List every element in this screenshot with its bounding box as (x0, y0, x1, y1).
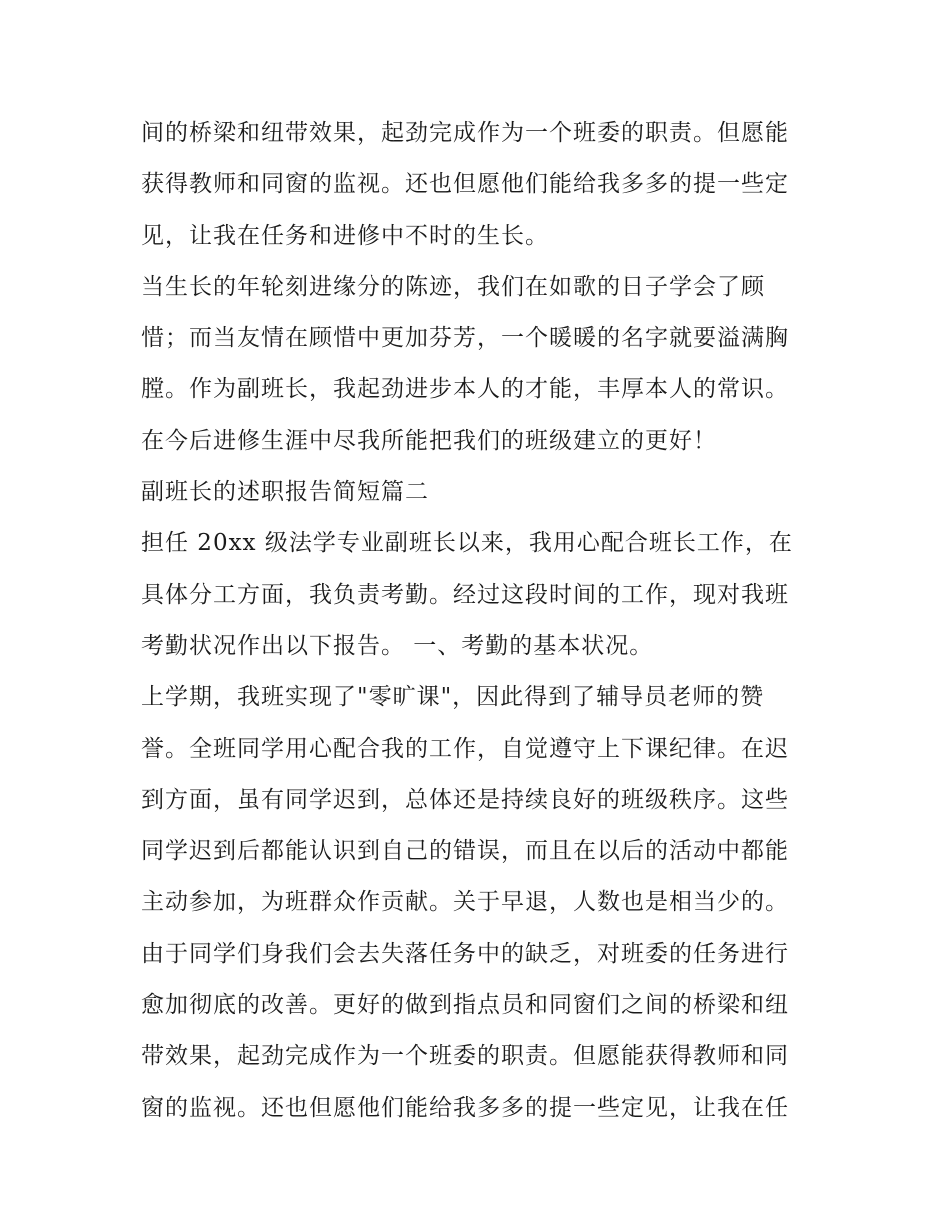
text-line-12: 上学期，我班实现了"零旷课"，因此得到了辅导员老师的赞 (141, 684, 765, 711)
text-line-1: 间的桥梁和纽带效果，起劲完成作为一个班委的职责。但愿能 (141, 120, 789, 146)
text-line-16: 主动参加，为班群众作贡献。关于早退，人数也是相当少的。 (141, 889, 789, 916)
text-line-15: 同学迟到后都能认识到自己的错误，而且在以后的活动中都能 (141, 838, 789, 865)
text-line-13: 誉。全班同学用心配合我的工作，自觉遵守上下课纪律。在迟 (141, 735, 789, 762)
text-line-17: 由于同学们身我们会去失落任务中的缺乏，对班委的任务进行 (141, 940, 789, 967)
text-line-10: 具体分工方面，我负责考勤。经过这段时间的工作，现对我班 (141, 581, 789, 608)
text-line-6: 膛。作为副班长，我起劲进步本人的才能，丰厚本人的常识。 (141, 376, 789, 403)
text-line-14: 到方面，虽有同学迟到，总体还是持续良好的班级秩序。这些 (141, 786, 789, 813)
text-line-11: 考勤状况作出以下报告。 一、考勤的基本状况。 (141, 632, 654, 659)
text-line-4: 当生长的年轮刻进缘分的陈迹，我们在如歌的日子学会了顾 (141, 273, 765, 300)
text-line-18: 愈加彻底的改善。更好的做到指点员和同窗们之间的桥梁和纽 (141, 992, 789, 1019)
text-line-7: 在今后进修生涯中尽我所能把我们的班级建立的更好！ (141, 427, 717, 454)
text-line-19: 带效果，起劲完成作为一个班委的职责。但愿能获得教师和同 (141, 1043, 789, 1070)
text-line-9: 担任 20xx 级法学专业副班长以来，我用心配合班长工作，在 (141, 530, 793, 557)
text-line-2: 获得教师和同窗的监视。还也但愿他们能给我多多的提一些定 (141, 171, 789, 198)
document-body (141, 108, 831, 1134)
text-line-3: 见，让我在任务和进修中不时的生长。 (141, 222, 549, 249)
section-heading: 副班长的述职报告简短篇二 (141, 479, 429, 506)
text-line-5: 惜；而当友情在顾惜中更加芬芳，一个暖暖的名字就要溢满胸 (141, 325, 789, 352)
text-line-20: 窗的监视。还也但愿他们能给我多多的提一些定见，让我在任 (141, 1094, 789, 1121)
